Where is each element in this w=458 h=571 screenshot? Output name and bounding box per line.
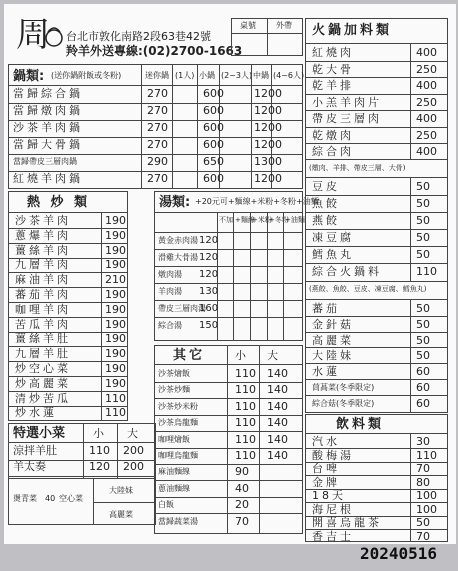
addon-item-price: 60 — [416, 365, 430, 379]
stirfry-item-price: 190 — [105, 347, 126, 361]
other-item-name: 白飯 — [158, 500, 174, 510]
addon-item-price: 50 — [416, 302, 430, 315]
addon-item-price: 50 — [416, 180, 430, 193]
addons-title: 火鍋加料類 — [312, 23, 393, 38]
other-price-small: 110 — [235, 383, 256, 397]
soup-item-price: 120 — [199, 252, 219, 263]
hotpot-price-mini: 270 — [147, 138, 168, 151]
stirfry-item-name: 蔥爆羊肉 — [15, 228, 71, 242]
drink-item-name: 18天 — [312, 489, 346, 502]
drink-item-price: 100 — [416, 489, 437, 502]
menu-sheet — [4, 4, 456, 544]
soup-title: 湯類: — [159, 195, 191, 210]
drinks-section — [305, 414, 448, 542]
addon-item-name: 帶皮三層肉 — [312, 112, 382, 125]
hotpot-item-name: 當歸燉肉鍋 — [13, 104, 83, 117]
hotpot-price-mid: 1300 — [254, 155, 282, 168]
addon-item-price: 60 — [416, 396, 430, 410]
col-1p: (1人) — [175, 71, 195, 80]
col-23p: (2~3人) — [221, 71, 253, 80]
hotpot-price-mini: 270 — [147, 172, 168, 185]
addon-item-name: 豆皮 — [312, 180, 340, 193]
stirfry-item-price: 190 — [105, 228, 126, 242]
other-section — [154, 345, 303, 534]
cold-section — [8, 423, 156, 525]
extra-water-spinach: 空心菜 — [59, 494, 83, 503]
soup-item-name: 滑雞大骨湯 — [158, 253, 198, 262]
soup-item-price: 160 — [199, 303, 219, 314]
drink-item-name: 海尼根 — [312, 502, 354, 516]
hotpot-price-small: 600 — [203, 172, 224, 185]
col-46p: (4~6人) — [273, 71, 305, 80]
soup-item-price: 130 — [199, 286, 219, 297]
other-price-large: 140 — [267, 449, 288, 462]
cold-col-small: 小 — [93, 427, 104, 440]
addon-item-name: 大陸妹 — [312, 349, 354, 363]
other-price-small: 20 — [235, 498, 249, 512]
drink-item-price: 30 — [416, 435, 430, 448]
table-no-label: 桌號 — [240, 21, 256, 30]
drink-item-name: 汽水 — [312, 435, 340, 448]
other-title: 其它 — [173, 348, 206, 363]
drink-item-price: 50 — [416, 516, 430, 529]
addon-item-price: 50 — [416, 333, 430, 347]
cold-price-large: 200 — [123, 444, 144, 457]
addon-item-price: 50 — [416, 317, 430, 331]
other-item-name: 沙茶炒麵 — [158, 385, 190, 395]
hotpot-price-small: 600 — [203, 138, 224, 151]
extra-lettuce: 大陸妹 — [109, 486, 133, 495]
stirfry-item-name: 苦瓜羊肉 — [15, 317, 71, 331]
other-price-small: 110 — [235, 432, 256, 446]
soup-col-none: 不加 — [219, 216, 233, 224]
shop-logo — [14, 12, 64, 58]
addon-item-price: 400 — [416, 145, 437, 158]
stirfry-item-price: 190 — [105, 362, 126, 375]
other-price-large: 140 — [267, 367, 288, 380]
addon-item-price: 60 — [416, 381, 430, 394]
stirfry-item-price: 190 — [105, 258, 126, 272]
stirfry-item-name: 蕃茄羊肉 — [15, 288, 71, 301]
stirfry-item-name: 麻油羊肉 — [15, 273, 71, 287]
other-item-name: 咖哩烏龍麵 — [158, 451, 198, 460]
addon-item-name: 金針菇 — [312, 317, 354, 331]
other-item-name: 沙茶燴飯 — [158, 369, 190, 378]
stirfry-item-name: 九層羊肉 — [15, 258, 71, 272]
addon-item-name: 小羔羊肉片 — [312, 95, 382, 109]
drink-item-price: 70 — [416, 529, 430, 543]
other-col-large: 大 — [267, 349, 278, 362]
stirfry-item-name: 九層羊肚 — [15, 347, 71, 361]
addon-item-price: 50 — [416, 248, 430, 261]
soup-col-4: +油麵 — [285, 216, 305, 224]
soup-item-name: 綜合湯 — [158, 321, 182, 330]
soup-item-price: 120 — [199, 269, 219, 280]
extra-cabbage: 高麗菜 — [109, 510, 133, 519]
addon-item-price: 400 — [416, 46, 437, 59]
cold-price-large: 200 — [123, 460, 144, 473]
stirfry-item-name: 薑絲羊肉 — [15, 243, 71, 257]
addon-item-price: 50 — [416, 231, 430, 244]
stirfry-item-price: 190 — [105, 288, 126, 301]
soup-col-2: +米粉 — [252, 216, 272, 224]
addons-meat-note: (燉肉、羊排、帶皮三層、大骨) — [309, 164, 406, 172]
other-price-small: 40 — [235, 481, 249, 495]
other-item-name: 沙茶烏龍麵 — [158, 418, 198, 428]
addon-item-name: 水蓮 — [312, 365, 340, 379]
drink-item-price: 80 — [416, 475, 430, 489]
addon-item-price: 400 — [416, 112, 437, 125]
stirfry-item-price: 190 — [105, 243, 126, 257]
addon-item-name: 紅燒肉 — [312, 46, 354, 59]
other-price-small: 90 — [235, 465, 249, 479]
stirfry-item-price: 190 — [105, 317, 126, 331]
soup-item-name: 羊肉湯 — [158, 287, 182, 296]
soup-item-price: 150 — [199, 320, 219, 331]
addon-item-price: 50 — [416, 349, 430, 363]
addon-item-price: 250 — [416, 128, 437, 142]
col-mini: 迷你鍋 — [145, 71, 169, 80]
addon-item-price: 50 — [416, 197, 430, 210]
other-price-small: 110 — [235, 399, 256, 413]
addons-balls-note: (燕餃、魚餃、豆皮、凍豆腐、鱈魚丸) — [309, 285, 427, 293]
hotpot-price-mid: 1200 — [254, 138, 282, 151]
addon-item-name: 綜合火鍋料 — [312, 265, 382, 278]
addon-item-name: 蕃茄 — [312, 302, 340, 315]
hotpot-item-name: 當歸大骨鍋 — [13, 138, 83, 151]
stirfry-item-price: 110 — [105, 391, 126, 405]
addon-item-name: 綜合菇(冬季限定) — [312, 398, 375, 408]
svg-text:周: 周 — [16, 15, 50, 55]
addon-item-name: 鱈魚丸 — [312, 248, 354, 261]
addon-item-name: 乾大骨 — [312, 62, 354, 76]
addon-item-name: 高麗菜 — [312, 333, 354, 347]
soup-item-price: 120 — [199, 235, 219, 246]
stirfry-item-name: 沙茶羊肉 — [15, 214, 71, 227]
cold-price-small: 110 — [89, 444, 110, 457]
soup-item-name: 黃金赤肉湯 — [158, 236, 198, 245]
stirfry-item-name: 炒高麗菜 — [15, 376, 71, 390]
soup-note: +20元可+麵線+米粉+冬粉+油麵 — [195, 197, 319, 206]
other-price-large: 140 — [267, 399, 288, 413]
order-table-box — [231, 18, 303, 56]
delivery-phone: 羚羊外送專線:(02)2700-1663 — [66, 44, 243, 58]
addon-item-name: 茼萵菜(冬季限定) — [312, 383, 375, 392]
drink-item-price: 100 — [416, 502, 437, 516]
other-item-name: 咖哩燴飯 — [158, 434, 190, 444]
addon-item-price: 250 — [416, 62, 437, 76]
other-item-name: 麻油麵線 — [158, 467, 190, 477]
other-price-large: 140 — [267, 416, 288, 430]
hotpot-item-name: 當歸綜合鍋 — [13, 87, 83, 100]
addon-item-name: 凍豆腐 — [312, 231, 354, 244]
hotpot-title: 鍋類: — [13, 69, 45, 84]
hotpot-item-name: 當歸帶皮三層肉鍋 — [13, 157, 77, 166]
addon-item-price: 250 — [416, 95, 437, 109]
hotpot-price-small: 600 — [203, 87, 224, 100]
stirfry-item-price: 110 — [105, 406, 126, 420]
other-price-small: 110 — [235, 449, 256, 462]
drink-item-name: 金牌 — [312, 475, 340, 489]
stirfry-item-price: 190 — [105, 332, 126, 346]
hotpot-price-mini: 270 — [147, 121, 168, 134]
cold-price-small: 120 — [89, 460, 110, 473]
stirfry-title: 熱 炒 類 — [27, 195, 91, 210]
hotpot-price-small: 650 — [203, 155, 224, 168]
addon-item-name: 乾羊排 — [312, 79, 354, 92]
col-small: 小鍋 — [199, 71, 215, 80]
other-price-small: 110 — [235, 367, 256, 380]
other-price-small: 70 — [235, 514, 249, 528]
addon-item-price: 400 — [416, 79, 437, 92]
cold-item-name: 羊太奏 — [13, 460, 46, 473]
extra-price: 40 — [45, 494, 56, 503]
stirfry-section — [8, 191, 128, 421]
other-item-name: 蔥油麵線 — [158, 483, 190, 493]
drink-item-name: 開喜烏龍茶 — [312, 516, 382, 529]
addon-item-name: 燕餃 — [312, 214, 340, 227]
stirfry-item-price: 190 — [105, 302, 126, 316]
addon-item-name: 魚餃 — [312, 197, 340, 210]
hotpot-price-mid: 1200 — [254, 87, 282, 100]
stirfry-item-name: 咖哩羊肉 — [15, 302, 71, 316]
takeout-label: 外帶 — [276, 21, 292, 30]
hotpot-price-small: 600 — [203, 121, 224, 134]
hotpot-price-mid: 1200 — [254, 172, 282, 185]
drink-item-name: 台啤 — [312, 462, 340, 475]
cold-title: 特選小菜 — [13, 426, 66, 441]
hotpot-price-mini: 270 — [147, 87, 168, 100]
soup-col-3: +冬粉 — [269, 216, 289, 224]
addons-section — [305, 18, 448, 413]
other-item-name: 沙茶炒米粉 — [158, 401, 198, 411]
stirfry-item-name: 薑絲羊肚 — [15, 332, 71, 346]
col-mid: 中鍋 — [253, 71, 269, 80]
stirfry-item-name: 炒水蓮 — [15, 406, 57, 420]
drink-item-name: 香吉士 — [312, 529, 354, 543]
cold-item-name: 涼拌羊肚 — [13, 444, 57, 457]
hotpot-price-small: 600 — [203, 104, 224, 117]
addon-item-price: 50 — [416, 214, 430, 227]
soup-section — [154, 191, 319, 341]
extra-blanched-veg: 燙青菜 — [13, 494, 37, 503]
drink-item-price: 110 — [416, 448, 437, 462]
addon-item-name: 綜合肉 — [312, 145, 354, 158]
date-stamp: 20240516 — [360, 544, 438, 563]
soup-item-name: 帶皮三層肉湯 — [158, 304, 206, 313]
addon-item-name: 乾燉肉 — [312, 128, 354, 142]
other-price-large: 140 — [267, 383, 288, 397]
drink-item-name: 酸梅湯 — [312, 448, 354, 462]
other-col-small: 小 — [235, 349, 246, 362]
hotpot-section — [8, 64, 303, 189]
stirfry-item-price: 190 — [105, 214, 126, 227]
hotpot-price-mini: 290 — [147, 155, 168, 168]
soup-col-1: +麵線 — [235, 216, 255, 224]
stirfry-item-name: 炒空心菜 — [15, 362, 71, 375]
addon-item-price: 110 — [416, 265, 437, 278]
stirfry-item-name: 清炒苦瓜 — [15, 391, 71, 405]
other-item-name: 當歸蔬菜湯 — [158, 516, 198, 526]
hotpot-price-mid: 1200 — [254, 104, 282, 117]
shop-address: 台北市敦化南路2段63巷42號 — [66, 30, 211, 43]
hotpot-price-mini: 270 — [147, 104, 168, 117]
drinks-title: 飲料類 — [336, 417, 385, 432]
stirfry-item-price: 190 — [105, 376, 126, 390]
hotpot-item-name: 沙茶羊肉鍋 — [13, 121, 83, 134]
cold-col-large: 大 — [127, 427, 138, 440]
hotpot-note: (送你鍋附飯或冬粉) — [51, 71, 122, 80]
other-price-small: 110 — [235, 416, 256, 430]
other-price-large: 140 — [267, 432, 288, 446]
stirfry-item-price: 210 — [105, 273, 126, 287]
drink-item-price: 70 — [416, 462, 430, 475]
hotpot-price-mid: 1200 — [254, 121, 282, 134]
hotpot-item-name: 紅燒羊肉鍋 — [13, 172, 83, 185]
soup-item-name: 燉肉湯 — [158, 270, 182, 279]
